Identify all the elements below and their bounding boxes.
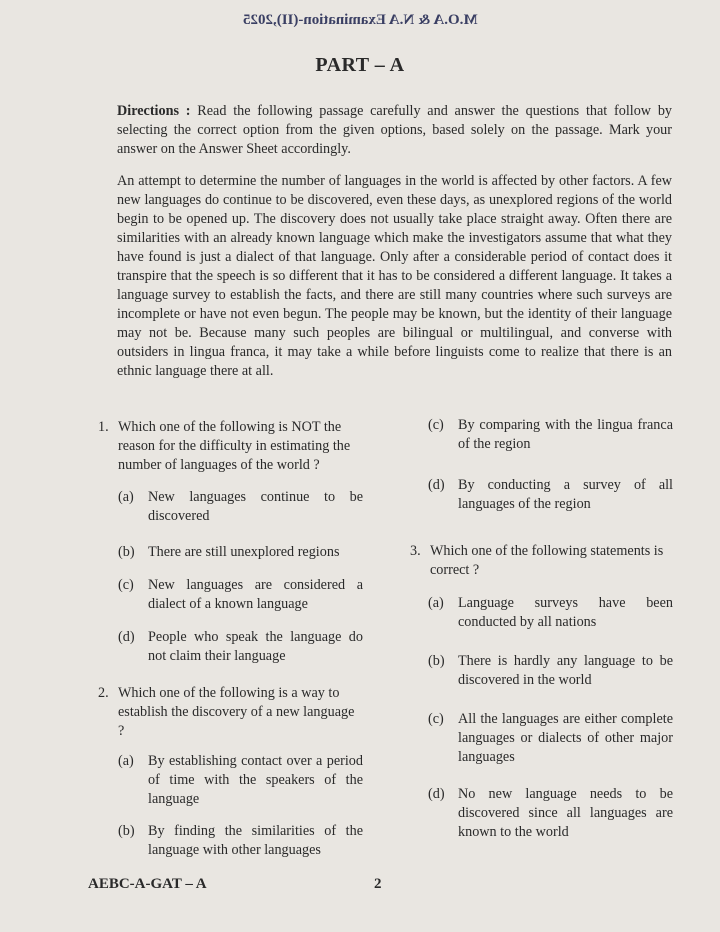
option-text: New languages are considered a dialect of a known language — [148, 577, 363, 612]
option-3a[interactable] — [428, 594, 673, 632]
option-text: There is hardly any language to be discovered in the world — [458, 653, 673, 688]
option-1d[interactable] — [118, 628, 363, 666]
right-column — [410, 416, 673, 842]
question-2 — [98, 684, 363, 741]
page-number: 2 — [374, 876, 382, 892]
option-text: Language surveys have been conducted by all nations — [458, 595, 673, 630]
question-number: 2. — [98, 685, 109, 701]
option-text: No new language needs to be discovered since all languages are known to the world — [458, 786, 673, 840]
option-label: (c) — [118, 577, 134, 593]
question-number: 3. — [410, 543, 421, 559]
option-2d[interactable] — [428, 476, 673, 514]
directions-text: Read the following passage carefully and answer the questions that follow by selecting the correct option from the given options, based solely on the passage. Mark your answer on the Answer Sheet accordingly. — [117, 103, 673, 157]
option-3b[interactable] — [428, 652, 673, 690]
option-label: (b) — [118, 544, 135, 560]
reading-passage: An attempt to determine the number of languages in the world is affected by other factors. A few new languages do continue to be discovered, even these days, as unexplored regions of the world begin to be opened up. The discovery does not usually take place straight away. Often there are similarities with an already known language which make the investigators assume that what they have found is just a dialect of that language. Only after a considerable period of contact does it transpire that the speech is so different that it has to be considered a different language. It takes a language survey to establish the facts, and there are still many countries where such surveys are incomplete or have not even begun. The people may be known, but the identity of their language may not be. Because many such peoples are bilingual or multilingual, and converse with outsiders in lingua franca, it may take a while before linguists come to realize that there is an ethnic language there at all. — [117, 173, 672, 379]
option-text: There are still unexplored regions — [148, 544, 340, 560]
option-label: (a) — [428, 595, 444, 611]
mirrored-header-text: M.O.A & N.A Examination-(II),2025 — [242, 12, 478, 28]
paper-code: AEBC-A-GAT – A — [88, 876, 207, 892]
option-label: (d) — [428, 786, 445, 802]
option-label: (c) — [428, 417, 444, 433]
question-number: 1. — [98, 419, 109, 435]
option-text: People who speak the language do not claim their language — [148, 629, 363, 664]
question-text: Which one of the following is NOT the reason for the difficulty in estimating the number of languages of the world ? — [118, 419, 351, 473]
option-text: New languages continue to be discovered — [148, 489, 363, 524]
option-text: By conducting a survey of all languages of the region — [458, 477, 673, 512]
option-label: (d) — [118, 629, 135, 645]
option-2a[interactable] — [118, 752, 363, 809]
question-text: Which one of the following is a way to establish the discovery of a new language ? — [118, 685, 355, 739]
option-1a[interactable] — [118, 488, 363, 526]
option-text: By comparing with the lingua franca of the region — [458, 417, 673, 452]
option-text: All the languages are either complete languages or dialects of other major languages — [458, 711, 673, 765]
option-label: (a) — [118, 753, 134, 769]
option-label: (b) — [118, 823, 135, 839]
part-title: PART – A — [315, 54, 405, 76]
question-1 — [98, 418, 363, 475]
option-label: (a) — [118, 489, 134, 505]
left-column — [98, 418, 363, 860]
option-3c[interactable] — [428, 710, 673, 767]
option-text: By establishing contact over a period of time with the speakers of the language — [148, 753, 363, 807]
directions-paragraph — [117, 102, 672, 159]
directions-label: Directions : — [117, 103, 191, 119]
option-1c[interactable] — [118, 576, 363, 614]
question-text: Which one of the following statements is correct ? — [430, 543, 664, 578]
option-label: (d) — [428, 477, 445, 493]
option-label: (b) — [428, 653, 445, 669]
option-2c[interactable] — [428, 416, 673, 454]
option-3d[interactable] — [428, 785, 673, 842]
option-2b[interactable] — [118, 822, 363, 860]
option-1b[interactable] — [118, 543, 363, 562]
question-3 — [410, 542, 673, 580]
option-label: (c) — [428, 711, 444, 727]
option-text: By finding the similarities of the language with other languages — [148, 823, 363, 858]
